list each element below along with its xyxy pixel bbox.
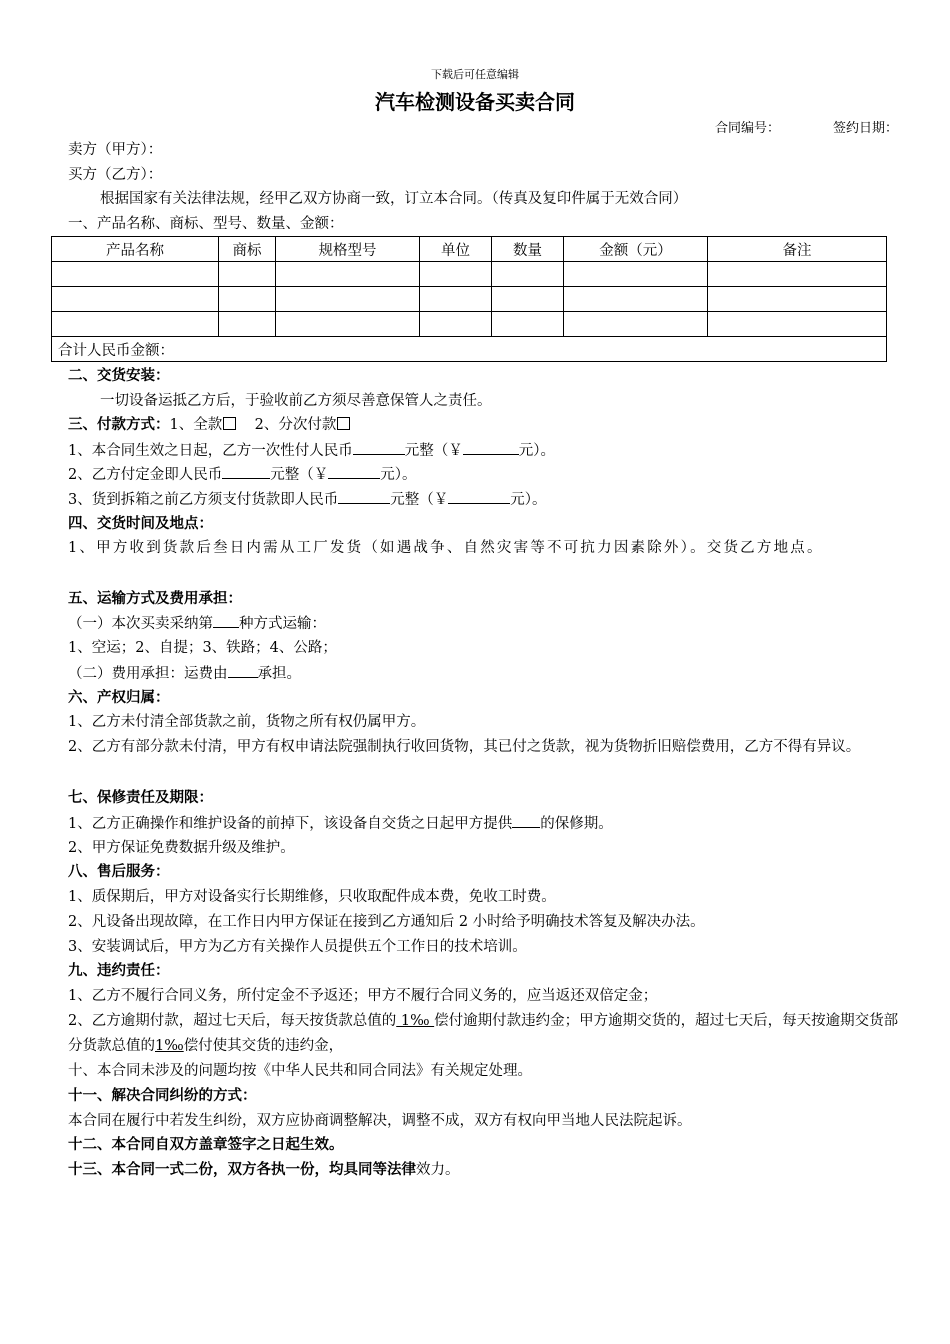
section-11-text: 本合同在履行中若发生纠纷，双方应协商调整解决，调整不成，双方有权向甲当地人民法院起诉。: [68, 1113, 692, 1129]
preamble: 根据国家有关法律法规，经甲乙双方协商一致，订立本合同。（传真及复印件属于无效合同）: [100, 191, 688, 207]
payment-line-1: [68, 440, 908, 461]
page-title: 汽车检测设备买卖合同: [375, 90, 575, 114]
payment-option-installment: 2、分次付款: [254, 417, 337, 433]
payment-option-full: 1、全款: [169, 417, 223, 433]
section-9-heading: 九、违约责任：: [68, 962, 170, 979]
col-spec: 规格型号: [276, 237, 420, 262]
payment-line-1-text: 1、本合同生效之日起，乙方一次性付人民币: [68, 443, 353, 459]
section-11-heading: 十一、解决合同纠纷的方式：: [68, 1087, 257, 1104]
section-13-bold: 十三、本合同一式二份，双方各执一份，均具同等法律: [68, 1161, 416, 1178]
payment-line-3: [68, 489, 908, 510]
product-table: [51, 236, 887, 362]
section-9-line-1: 1、乙方不履行合同义务，所付定金不予返还；甲方不履行合同义务的，应当返还双倍定金；: [68, 988, 658, 1004]
section-2-text: 一切设备运抵乙方后，于验收前乙方须尽善意保管人之责任。: [100, 393, 492, 409]
col-amount: 金额（元）: [564, 237, 708, 262]
transport-line-1-text: （一）本次买卖采纳第: [68, 616, 213, 632]
buyer-line: 买方（乙方）：: [68, 167, 163, 183]
table-header-row: [52, 237, 887, 262]
penalty-rate-2: 1‰: [155, 1038, 184, 1054]
col-quantity: 数量: [492, 237, 564, 262]
penalty-text-2: 偿付逾期付款违约金；甲方逾期交货的，超过七天后，每天按逾期交货部分货款总值的: [68, 1013, 899, 1054]
col-unit: 单位: [420, 237, 492, 262]
full-payment-checkbox[interactable]: [223, 417, 236, 430]
section-13-normal: 效力。: [416, 1162, 460, 1178]
section-10: 十、本合同未涉及的问题均按《中华人民共和同合同法》有关规定处理。: [68, 1063, 532, 1079]
transport-line-3-end: 承担。: [257, 666, 301, 682]
section-7-heading: 七、保修责任及期限：: [68, 789, 213, 806]
section-7-line-2: 2、甲方保证免费数据升级及维护。: [68, 840, 295, 856]
section-8-line-3: 3、安装调试后，甲方为乙方有关操作人员提供五个工作日的技术培训。: [68, 939, 527, 955]
transport-line-1: [68, 613, 908, 634]
transport-options: 1、空运；2、自提；3、铁路；4、公路；: [68, 640, 337, 656]
payment-line-2-yuan: 元整（￥: [270, 467, 329, 483]
section-12: 十二、本合同自双方盖章签字之日起生效。: [68, 1136, 344, 1153]
section-4-heading: 四、交货时间及地点：: [68, 515, 213, 532]
seller-line: 卖方（甲方）：: [68, 142, 163, 158]
warranty-line-1-end: 的保修期。: [540, 816, 613, 832]
table-total-row: [52, 337, 887, 362]
payment-line-2: [68, 464, 908, 485]
blank-field[interactable]: [222, 464, 270, 479]
penalty-rate-1: 1‰: [396, 1013, 435, 1029]
col-brand: 商标: [219, 237, 276, 262]
transport-line-3-text: （二）费用承担：运费由: [68, 666, 228, 682]
payment-line-3-end: 元）。: [510, 492, 547, 508]
blank-field[interactable]: [448, 489, 510, 504]
section-6-line-2: 2、乙方有部分款未付清，甲方有权申请法院强制执行收回货物，其已付之货款，视为货物折旧赔偿费用，乙方不得有异议。: [68, 739, 861, 755]
transport-line-3: [68, 663, 908, 684]
blank-field[interactable]: [512, 813, 540, 828]
section-6-heading: 六、产权归属：: [68, 689, 170, 706]
payment-line-3-text: 3、货到拆箱之前乙方须支付货款即人民币: [68, 492, 339, 508]
blank-field[interactable]: [213, 613, 239, 628]
payment-line-2-end: 元）。: [380, 467, 417, 483]
payment-line-2-text: 2、乙方付定金即人民币: [68, 467, 223, 483]
payment-line-3-yuan: 元整（￥: [390, 492, 449, 508]
total-amount-label: 合计人民币金额：: [52, 337, 887, 362]
header-note: 下载后可任意编辑: [431, 68, 519, 81]
col-product-name: 产品名称: [52, 237, 219, 262]
sign-date-label: 签约日期：: [833, 121, 899, 136]
section-4-text: 1、甲方收到货款后叁日内需从工厂发货（如遇战争、自然灾害等不可抗力因素除外）。交货乙方地点。: [68, 540, 824, 556]
payment-line-1-end: 元）。: [518, 443, 555, 459]
col-remarks: 备注: [708, 237, 887, 262]
section-8-line-1: 1、质保期后，甲方对设备实行长期维修，只收取配件成本费，免收工时费。: [68, 889, 556, 905]
blank-field[interactable]: [463, 440, 519, 455]
warranty-line-1-text: 1、乙方正确操作和维护设备的前掉下，该设备自交货之日起甲方提供: [68, 816, 513, 832]
warranty-line-1: [68, 813, 908, 834]
installment-payment-checkbox[interactable]: [337, 417, 350, 430]
section-8-line-2: 2、凡设备出现故障，在工作日内甲方保证在接到乙方通知后 2 小时给予明确技术答复及解决办法。: [68, 914, 705, 930]
section-3-heading: 三、付款方式：: [68, 416, 170, 433]
payment-line-1-yuan: 元整（￥: [404, 443, 463, 459]
section-1-heading: 一、产品名称、商标、型号、数量、金额：: [68, 216, 344, 232]
penalty-text-3: 偿付使其交货的违约金，: [183, 1038, 344, 1054]
table-row: [52, 287, 887, 312]
section-6-line-1: 1、乙方未付清全部货款之前，货物之所有权仍属甲方。: [68, 714, 426, 730]
section-13: [68, 1160, 908, 1180]
blank-field[interactable]: [328, 464, 380, 479]
contract-number-label: 合同编号：: [715, 121, 781, 136]
section-8-heading: 八、售后服务：: [68, 863, 170, 880]
transport-line-1-end: 种方式运输：: [239, 616, 326, 632]
table-row: [52, 312, 887, 337]
penalty-text-1: 2、乙方逾期付款，超过七天后，每天按货款总值的: [68, 1013, 397, 1029]
blank-field[interactable]: [353, 440, 405, 455]
table-row: [52, 262, 887, 287]
section-3-heading-line: [68, 415, 908, 435]
blank-field[interactable]: [228, 663, 258, 678]
section-2-heading: 二、交货安装：: [68, 367, 170, 384]
section-9-line-2: [68, 1009, 908, 1059]
blank-field[interactable]: [338, 489, 390, 504]
section-5-heading: 五、运输方式及费用承担：: [68, 590, 242, 607]
